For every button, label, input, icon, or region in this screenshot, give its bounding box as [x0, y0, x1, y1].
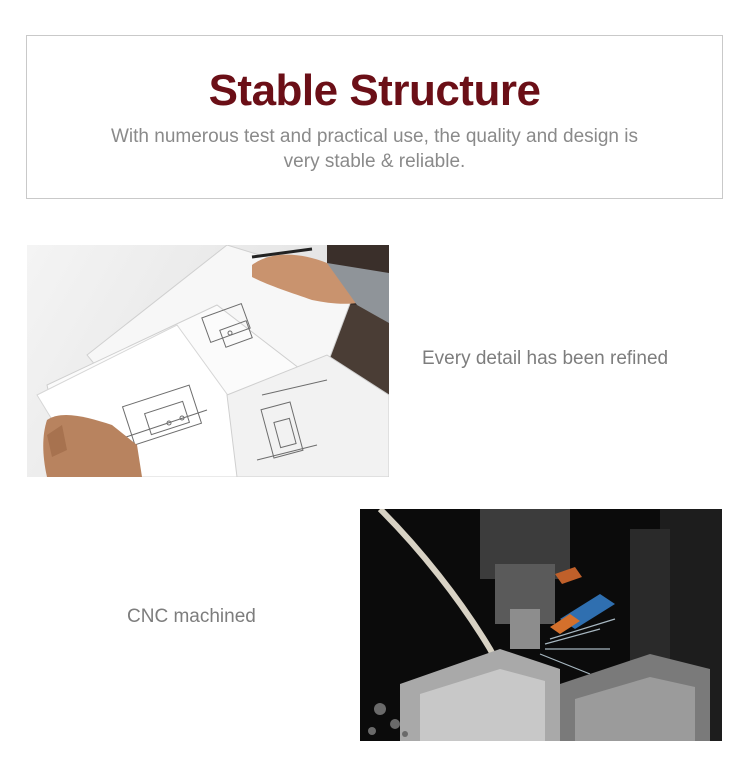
feature-caption-cnc: CNC machined	[127, 606, 256, 627]
page-subtitle: With numerous test and practical use, the quality and design is very stable & reliable.	[110, 126, 638, 172]
page-title: Stable Structure	[208, 66, 541, 115]
technical-drawings-photo	[27, 245, 389, 477]
cnc-machining-photo	[360, 509, 722, 741]
header-box	[26, 35, 723, 199]
feature-caption-refined: Every detail has been refined	[422, 348, 669, 369]
